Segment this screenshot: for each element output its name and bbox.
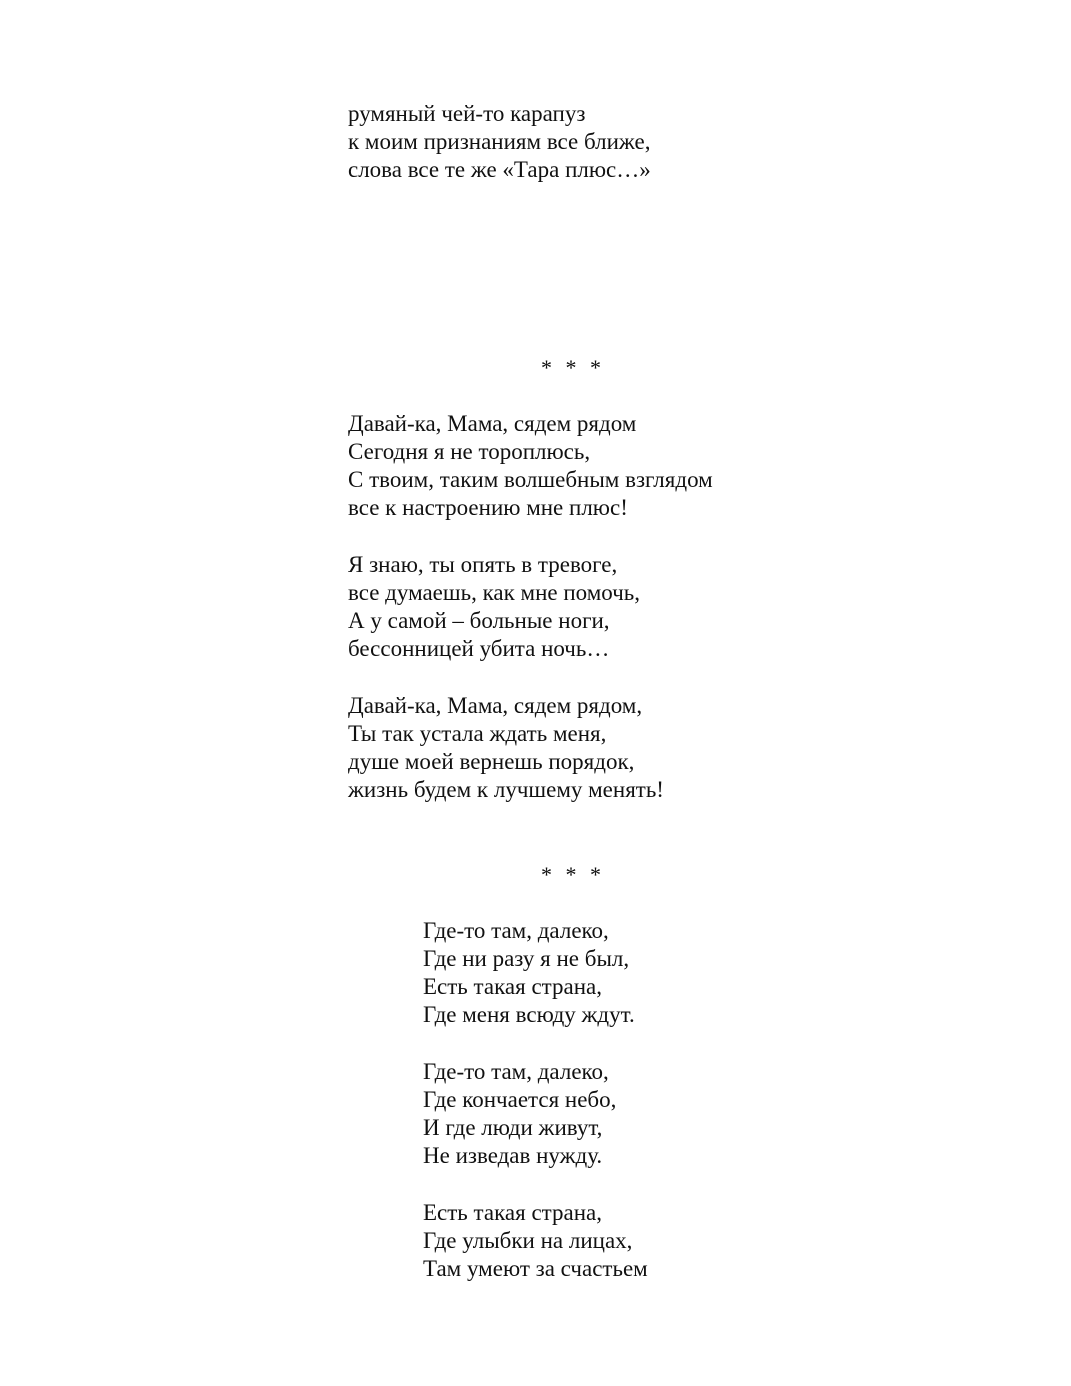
poem-line: Давай-ка, Мама, сядем рядом, (348, 693, 643, 718)
poem-line: Сегодня я не тороплюсь, (348, 439, 591, 464)
poem-line: Ты так устала ждать меня, (348, 721, 607, 746)
poem-line: Есть такая страна, (423, 974, 602, 999)
poem-line: душе моей вернешь порядок, (348, 749, 635, 774)
poem-line: Где улыбки на лицах, (423, 1228, 633, 1253)
poem-line: С твоим, таким волшебным взглядом (348, 467, 713, 492)
poem-line: Где-то там, далеко, (423, 1059, 609, 1084)
poem-line: Я знаю, ты опять в тревоге, (348, 552, 618, 577)
poem-line: И где люди живут, (423, 1115, 603, 1140)
poem-line: Не изведав нужду. (423, 1143, 603, 1168)
poem-line: бессонницей убита ночь… (348, 636, 610, 661)
stanza-separator: * * * (541, 355, 605, 380)
poem-line: все к настроению мне плюс! (348, 495, 628, 520)
poem-line: Давай-ка, Мама, сядем рядом (348, 411, 637, 436)
poem-line: Где кончается небо, (423, 1087, 617, 1112)
poem-line: Там умеют за счастьем (423, 1256, 648, 1281)
poem-line: румяный чей-то карапуз (348, 101, 586, 126)
poem-line: Есть такая страна, (423, 1200, 602, 1225)
stanza-separator: * * * (541, 862, 605, 887)
poem-line: все думаешь, как мне помочь, (348, 580, 641, 605)
poem-line: Где меня всюду ждут. (423, 1002, 635, 1027)
poem-line: слова все те же «Тара плюс…» (348, 157, 651, 182)
poem-line: к моим признаниям все ближе, (348, 129, 651, 154)
poem-line: Где ни разу я не был, (423, 946, 630, 971)
poem-line: жизнь будем к лучшему менять! (348, 777, 664, 802)
poem-line: А у самой – больные ноги, (348, 608, 610, 633)
poem-line: Где-то там, далеко, (423, 918, 609, 943)
